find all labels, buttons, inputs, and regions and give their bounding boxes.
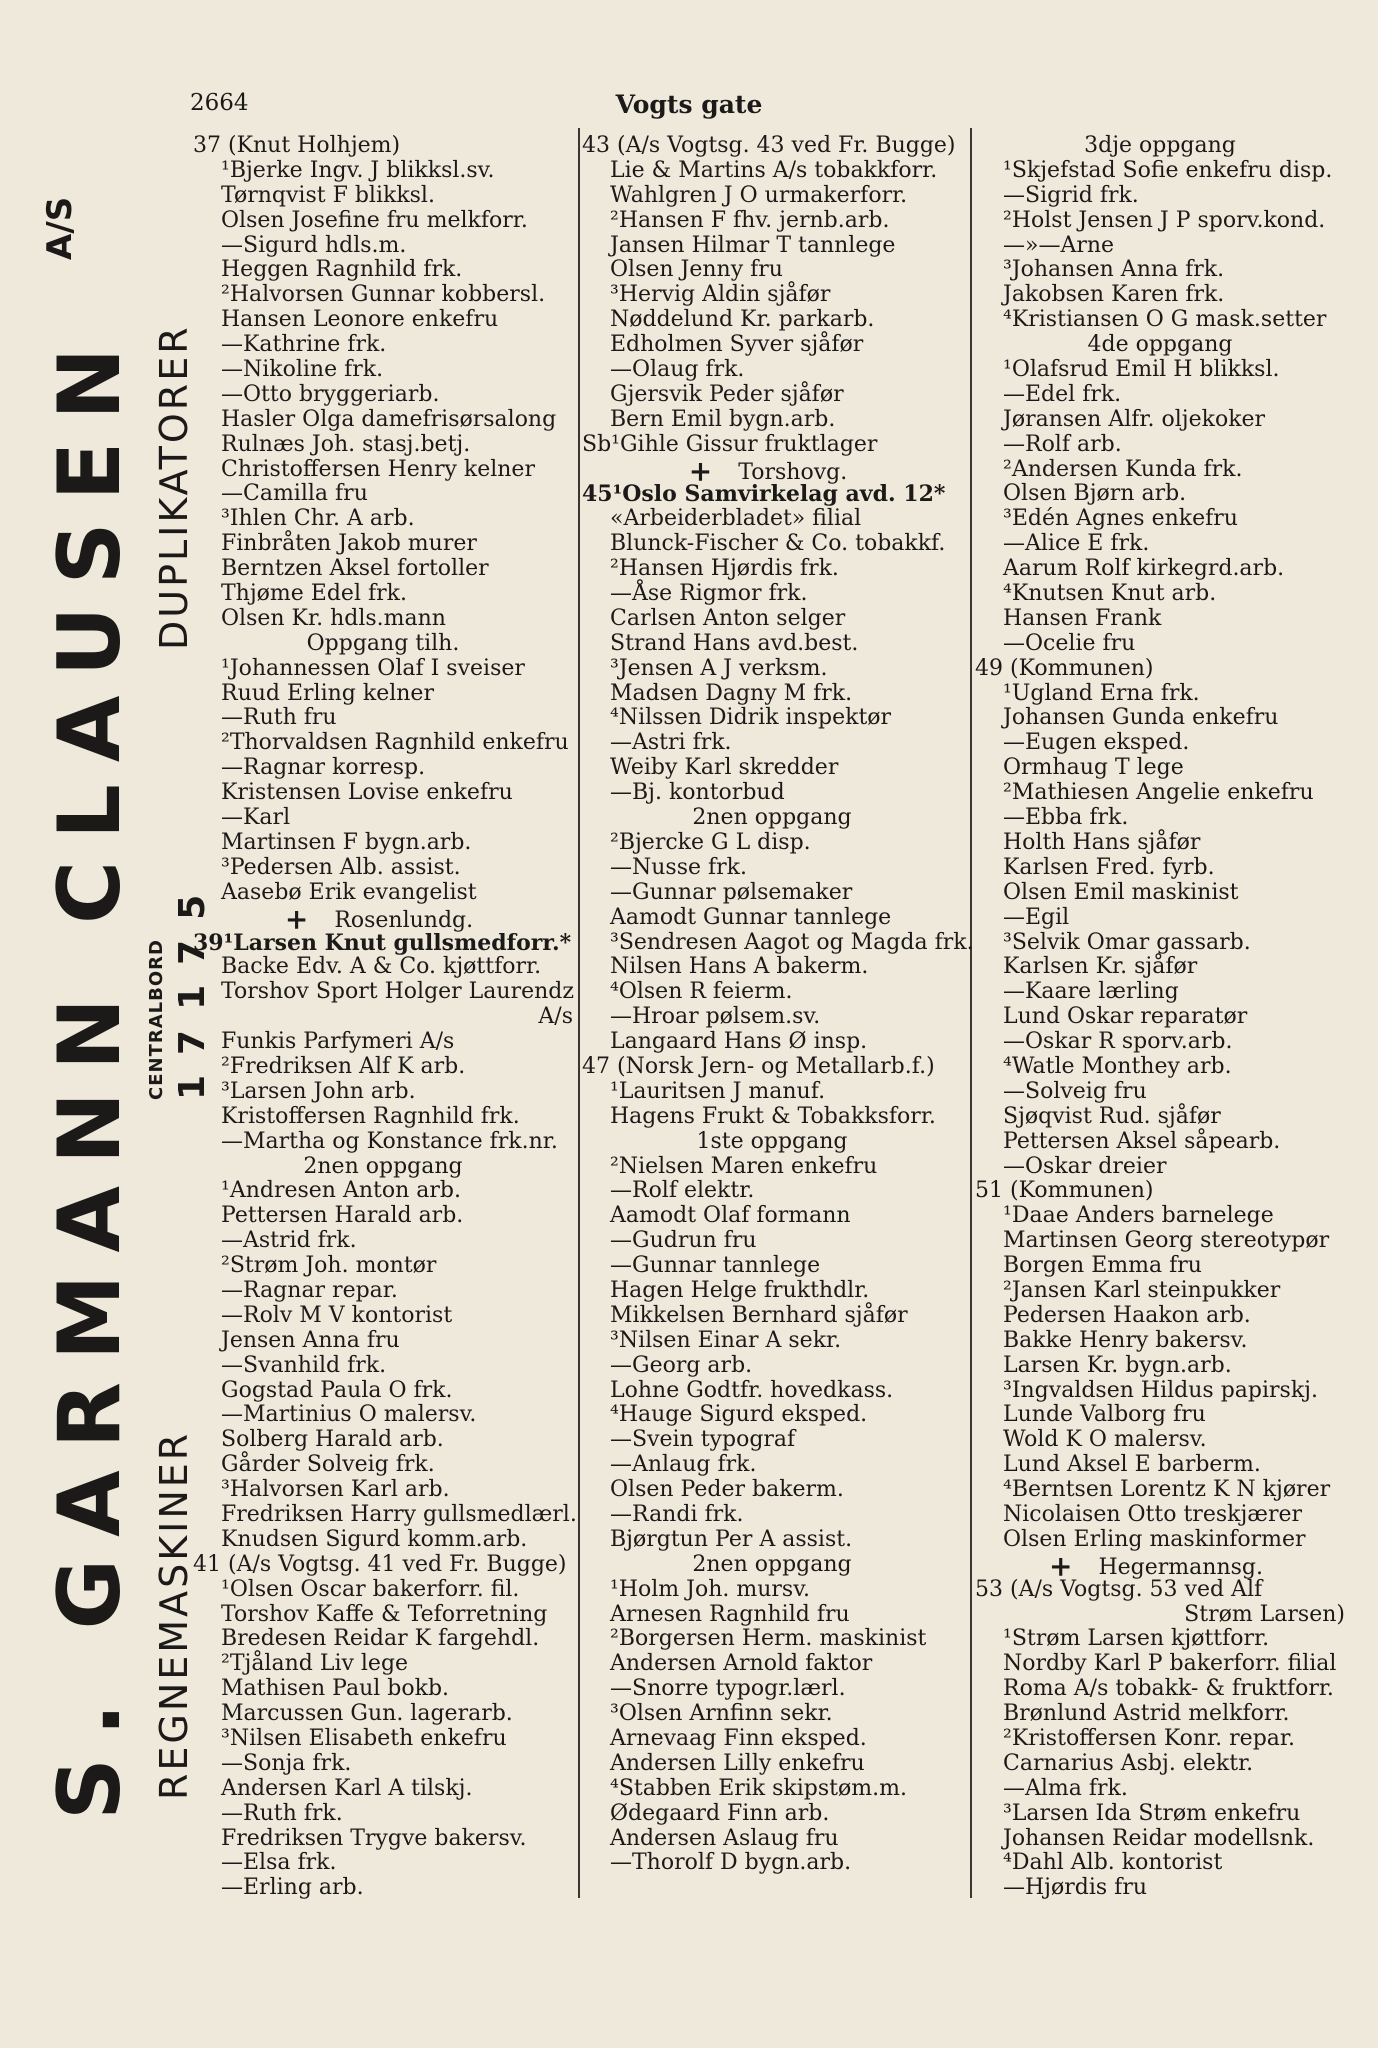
section-heading: 2nen oppgang	[303, 1153, 463, 1179]
directory-entry: ³Ihlen Chr. A arb.	[221, 506, 415, 532]
directory-entry: —Ebba frk.	[1003, 805, 1129, 831]
directory-entry: ³Olsen Arnfinn sekr.	[610, 1701, 833, 1727]
directory-entry: Johansen Reidar modellsnk.	[1003, 1825, 1315, 1851]
directory-entry: Bern Emil bygn.arb.	[610, 406, 836, 432]
directory-entry: —Rolf arb.	[1003, 431, 1122, 457]
directory-entry: Wahlgren J O urmakerforr.	[610, 182, 908, 208]
directory-entry: ⁴Watle Monthey arb.	[1003, 1053, 1232, 1079]
directory-entry: ²Bjercke G L disp.	[610, 829, 811, 855]
directory-entry: Jakobsen Karen frk.	[1003, 282, 1225, 308]
directory-entry: —Bj. kontorbud	[610, 780, 785, 806]
directory-entry: 39¹Larsen Knut gullsmedforr.*	[193, 929, 572, 956]
directory-entry: Nordby Karl P bakerforr. filial	[1003, 1651, 1337, 1677]
directory-entry: Pettersen Harald arb.	[221, 1203, 464, 1229]
directory-entry: Bjørgtun Per A assist.	[610, 1526, 853, 1552]
directory-entry: Brønlund Astrid melkforr.	[1003, 1701, 1290, 1727]
directory-entry: —Elsa frk.	[221, 1850, 337, 1876]
directory-entry: ¹Lauritsen J manuf.	[610, 1078, 826, 1104]
directory-entry: Andersen Lilly enkefru	[610, 1750, 865, 1776]
directory-entry: ³Selvik Omar gassarb.	[1003, 929, 1251, 955]
directory-entry: —Martinius O malersv.	[221, 1402, 477, 1428]
directory-entry: ³Nilsen Einar A sekr.	[610, 1327, 842, 1353]
directory-entry: ⁴Kristiansen O G mask.setter	[1003, 307, 1327, 333]
directory-entry: Christoffersen Henry kelner	[221, 456, 535, 482]
directory-entry: Olsen Erling maskinformer	[1003, 1526, 1306, 1552]
directory-entry: —Randi frk.	[610, 1501, 744, 1527]
directory-entry: Nicolaisen Otto treskjærer	[1003, 1501, 1303, 1527]
directory-entry: Madsen Dagny M frk.	[610, 680, 853, 706]
directory-entry: Kristensen Lovise enkefru	[221, 780, 513, 806]
directory-entry: —Kathrine frk.	[221, 332, 387, 358]
directory-entry: —»—Arne	[1003, 232, 1115, 258]
directory-entry: Ødegaard Finn arb.	[610, 1800, 830, 1826]
directory-entry: —Ruth frk.	[221, 1800, 343, 1826]
directory-entry: 37 (Knut Holhjem)	[193, 133, 401, 158]
directory-entry: —Thorolf D bygn.arb.	[610, 1850, 852, 1876]
directory-entry: ¹Daae Anders barnelege	[1003, 1203, 1274, 1229]
directory-entry: Carnarius Asbj. elektr.	[1003, 1750, 1254, 1776]
directory-entry: Olsen Kr. hdls.mann	[221, 605, 446, 631]
directory-entry: Gogstad Paula O frk.	[221, 1377, 453, 1403]
section-heading: 2nen oppgang	[692, 805, 852, 831]
directory-entry: ⁴Olsen R feierm.	[610, 979, 793, 1005]
directory-entry: —Rolf elektr.	[610, 1178, 755, 1204]
directory-entry: ⁴Nilssen Didrik inspektør	[610, 705, 892, 731]
column-rule-1	[578, 128, 580, 1898]
directory-entry: ²Halvorsen Gunnar kobbersl.	[221, 282, 546, 308]
directory-entry: Hagen Helge frukthdlr.	[610, 1277, 870, 1303]
directory-entry: —Sigurd hdls.m.	[221, 232, 407, 258]
directory-entry: Karlsen Kr. sjåfør	[1003, 954, 1198, 980]
directory-entry: Lund Oskar reparatør	[1003, 1004, 1248, 1030]
directory-entry: —Sonja frk.	[221, 1750, 352, 1776]
directory-entry: —Nikoline frk.	[221, 357, 384, 383]
directory-entry: Hansen Leonore enkefru	[221, 307, 499, 333]
directory-entry: —Alma frk.	[1003, 1775, 1128, 1801]
directory-entry: ²Hansen Hjørdis frk.	[610, 556, 839, 582]
directory-entry: Roma A/s tobakk- & fruktforr.	[1003, 1676, 1334, 1702]
directory-entry: «Arbeiderbladet» filial	[610, 506, 862, 532]
directory-entry: Kristoffersen Ragnhild frk.	[221, 1103, 520, 1129]
directory-entry: 53 (A/s Vogtsg. 53 ved Alf	[975, 1576, 1263, 1602]
directory-entry: —Alice E frk.	[1003, 531, 1150, 557]
directory-entry: Andersen Karl A tilskj.	[221, 1775, 473, 1801]
directory-entry: ³Pedersen Alb. assist.	[221, 854, 461, 880]
directory-entry: —Rolv M V kontorist	[221, 1302, 453, 1328]
directory-entry: Fredriksen Harry gullsmedlærl.	[221, 1501, 577, 1527]
directory-entry: Mikkelsen Bernhard sjåfør	[610, 1302, 908, 1328]
directory-entry: ¹Skjefstad Sofie enkefru disp.	[1003, 157, 1333, 183]
directory-entry: Aamodt Olaf formann	[610, 1203, 851, 1229]
directory-entry: ¹Andresen Anton arb.	[221, 1178, 461, 1204]
directory-entry: 41 (A/s Vogtsg. 41 ved Fr. Bugge)	[193, 1551, 567, 1577]
directory-entry: Olsen Jenny fru	[610, 257, 783, 283]
directory-entry: —Egil	[1003, 904, 1070, 930]
directory-entry: Wold K O malersv.	[1003, 1427, 1207, 1453]
directory-entry: Marcussen Gun. lagerarb.	[221, 1701, 513, 1727]
directory-entry: —Gunnar tannlege	[610, 1253, 821, 1279]
directory-entry: ²Jansen Karl steinpukker	[1003, 1277, 1281, 1303]
directory-entry: ¹Bjerke Ingv. J blikksl.sv.	[221, 157, 495, 183]
directory-entry: Olsen Emil maskinist	[1003, 879, 1239, 905]
directory-entry: ²Tjåland Liv lege	[221, 1651, 409, 1677]
section-heading: 4de oppgang	[1087, 332, 1233, 358]
directory-entry: ¹Olafsrud Emil H blikksl.	[1003, 357, 1280, 383]
ad-phone-label: CENTRALBORD	[146, 939, 167, 1100]
directory-entry: ⁴Dahl Alb. kontorist	[1003, 1850, 1223, 1876]
directory-entry: —Georg arb.	[610, 1352, 753, 1378]
directory-entry: Ormhaug T lege	[1003, 755, 1184, 781]
directory-entry: Sb¹Gihle Gissur fruktlager	[582, 431, 878, 457]
ad-phone-number: 17175	[172, 874, 213, 1100]
directory-entry: Martinsen Georg stereotypør	[1003, 1228, 1330, 1254]
directory-entry: 49 (Kommunen)	[975, 655, 1154, 681]
directory-entry: Carlsen Anton selger	[610, 605, 846, 631]
directory-entry: Nilsen Hans A bakerm.	[610, 954, 869, 980]
directory-entry: —Ocelie fru	[1003, 630, 1136, 656]
column-rule-2	[970, 128, 972, 1898]
directory-entry: —Erling arb.	[221, 1875, 364, 1901]
advertisement-sidebar	[40, 196, 213, 1820]
directory-entry: 47 (Norsk Jern- og Metallarb.f.)	[582, 1053, 935, 1079]
directory-entry: —Oskar R sporv.arb.	[1003, 1029, 1233, 1055]
directory-entry: Rulnæs Joh. stasj.betj.	[221, 431, 471, 457]
directory-entry: —Karl	[221, 805, 291, 831]
directory-entry: —Olaug frk.	[610, 357, 745, 383]
directory-column-1	[193, 133, 577, 1901]
directory-entry: Langaard Hans Ø insp.	[610, 1029, 868, 1055]
directory-entry: Strand Hans avd.best.	[610, 630, 859, 656]
directory-entry: —Astri frk.	[610, 730, 732, 756]
directory-entry: Heggen Ragnhild frk.	[221, 257, 463, 283]
directory-entry: Jansen Hilmar T tannlege	[610, 232, 896, 258]
directory-entry: Bakke Henry bakersv.	[1003, 1327, 1248, 1353]
directory-entry: Johansen Gunda enkefru	[1003, 705, 1279, 731]
directory-entry: Lund Aksel E barberm.	[1003, 1452, 1261, 1478]
directory-entry: 43 (A/s Vogtsg. 43 ved Fr. Bugge)	[582, 133, 956, 158]
directory-entry: —Otto bryggeriarb.	[221, 381, 440, 407]
directory-entry: Fredriksen Trygve bakersv.	[221, 1825, 527, 1851]
directory-entry: —Snorre typogr.lærl.	[610, 1676, 846, 1702]
directory-entry: ⁴Knutsen Knut arb.	[1003, 581, 1217, 607]
directory-entry: Jøransen Alfr. oljekoker	[1003, 406, 1266, 432]
directory-entry: Nøddelund Kr. parkarb.	[610, 307, 875, 333]
directory-entry: Gjersvik Peder sjåfør	[610, 381, 844, 407]
directory-entry: Bredesen Reidar K fargehdl.	[221, 1626, 540, 1652]
directory-entry: ⁴Berntsen Lorentz K N kjører	[1003, 1477, 1331, 1503]
directory-entry: —Gunnar pølsemaker	[610, 879, 853, 905]
directory-entry: Backe Edv. A & Co. kjøttforr.	[221, 954, 542, 980]
directory-entry: —Hroar pølsem.sv.	[610, 1004, 821, 1030]
ad-company-name: S. GARMANN CLAUSEN	[40, 325, 140, 1820]
directory-entry: —Åse Rigmor frk.	[610, 581, 808, 607]
directory-entry: Blunck-Fischer & Co. tobakkf.	[610, 531, 946, 557]
directory-entry: Olsen Peder bakerm.	[610, 1477, 844, 1503]
directory-entry: Hagens Frukt & Tobakksforr.	[610, 1103, 936, 1129]
directory-entry: ²Borgersen Herm. maskinist	[610, 1626, 927, 1652]
directory-entry: —Ragnar repar.	[221, 1277, 398, 1303]
directory-entry: ²Strøm Joh. montør	[221, 1253, 437, 1279]
directory-entry: —Svanhild frk.	[221, 1352, 387, 1378]
directory-entry: ³Hervig Aldin sjåfør	[610, 282, 831, 308]
directory-entry: ²Fredriksen Alf K arb.	[221, 1053, 466, 1079]
directory-entry: —Kaare lærling	[1003, 979, 1179, 1005]
directory-entry: Andersen Arnold faktor	[610, 1651, 873, 1677]
directory-entry: Holth Hans sjåfør	[1003, 829, 1201, 855]
directory-entry: ³Sendresen Aagot og Magda frk.	[610, 929, 974, 955]
directory-entry: A/s	[538, 1004, 573, 1030]
directory-entry: Finbråten Jakob murer	[221, 531, 477, 557]
directory-entry: 45¹Oslo Samvirkelag avd. 12*	[582, 481, 946, 508]
directory-entry: Aarum Rolf kirkegrd.arb.	[1003, 556, 1285, 582]
ad-line-duplikatorer: DUPLIKATORER	[152, 324, 196, 650]
directory-entry: ⁴Hauge Sigurd eksped.	[610, 1402, 868, 1428]
directory-entry: Andersen Aslaug fru	[610, 1825, 839, 1851]
directory-entry: ³Jensen A J verksm.	[610, 655, 828, 681]
directory-entry: —Solveig fru	[1003, 1078, 1147, 1104]
directory-column-3	[975, 134, 1345, 1901]
directory-entry: Torshov Sport Holger Laurendz	[221, 979, 574, 1005]
directory-entry: Larsen Kr. bygn.arb.	[1003, 1352, 1232, 1378]
directory-entry: —Hjørdis fru	[1003, 1875, 1147, 1901]
directory-entry: Berntzen Aksel fortoller	[221, 556, 489, 582]
directory-entry: ²Thorvaldsen Ragnhild enkefru	[221, 730, 569, 756]
directory-entry: Torshov Kaffe & Teforretning	[221, 1601, 548, 1627]
directory-entry: —Anlaug frk.	[610, 1452, 757, 1478]
directory-entry: ³Halvorsen Karl arb.	[221, 1477, 450, 1503]
directory-entry: —Gudrun fru	[610, 1228, 757, 1254]
directory-entry: —Svein typograf	[610, 1427, 796, 1453]
directory-entry: ³Larsen Ida Strøm enkefru	[1003, 1800, 1301, 1826]
directory-entry: —Martha og Konstance frk.nr.	[221, 1128, 558, 1154]
directory-entry: 51 (Kommunen)	[975, 1178, 1154, 1204]
section-heading: Oppgang tilh.	[306, 630, 460, 656]
directory-entry: Arnevaag Finn eksped.	[610, 1726, 867, 1751]
directory-entry: Strøm Larsen)	[1184, 1601, 1345, 1627]
directory-entry: ²Andersen Kunda frk.	[1003, 456, 1243, 482]
directory-entry: ³Ingvaldsen Hildus papirskj.	[1003, 1377, 1318, 1403]
directory-entry: —Camilla fru	[221, 481, 368, 507]
directory-entry: Olsen Josefine fru melkforr.	[221, 207, 528, 233]
directory-entry: Edholmen Syver sjåfør	[610, 332, 864, 358]
directory-entry: Solberg Harald arb.	[221, 1427, 444, 1453]
directory-entry: Lie & Martins A/s tobakkforr.	[610, 157, 938, 183]
directory-entry: ²Mathiesen Angelie enkefru	[1003, 780, 1314, 806]
directory-entry: Knudsen Sigurd komm.arb.	[221, 1526, 528, 1552]
directory-entry: Funkis Parfymeri A/s	[221, 1029, 455, 1055]
section-heading: 1ste oppgang	[696, 1128, 848, 1154]
directory-entry: —Ragnar korresp.	[221, 755, 426, 781]
directory-entry: ³Edén Agnes enkefru	[1003, 506, 1238, 532]
directory-entry: ¹Strøm Larsen kjøttforr.	[1003, 1626, 1270, 1652]
cross-street: + Torshovg.	[582, 458, 962, 483]
directory-column-2	[582, 133, 974, 1876]
section-heading: 3dje oppgang	[1084, 133, 1236, 158]
directory-entry: Sjøqvist Rud. sjåfør	[1003, 1103, 1221, 1129]
directory-entry: ³Larsen John arb.	[221, 1078, 416, 1104]
directory-entry: —Eugen eksped.	[1003, 730, 1190, 756]
directory-entry: ²Hansen F fhv. jernb.arb.	[610, 207, 890, 233]
directory-entry: ⁴Stabben Erik skipstøm.m.	[610, 1775, 907, 1801]
directory-entry: Arnesen Ragnhild fru	[610, 1601, 850, 1627]
directory-entry: Aasebø Erik evangelist	[221, 879, 477, 905]
page-title: Vogts gate	[615, 90, 763, 119]
directory-entry: Aamodt Gunnar tannlege	[610, 904, 892, 930]
directory-entry: Jensen Anna fru	[221, 1327, 400, 1353]
directory-entry: —Nusse frk.	[610, 854, 747, 880]
directory-entry: ²Holst Jensen J P sporv.kond.	[1003, 207, 1326, 233]
directory-entry: ³Nilsen Elisabeth enkefru	[221, 1726, 507, 1751]
directory-entry: Thjøme Edel frk.	[221, 581, 407, 607]
directory-entry: Mathisen Paul bokb.	[221, 1676, 450, 1702]
directory-entry: —Sigrid frk.	[1003, 182, 1139, 208]
directory-entry: Karlsen Fred. fyrb.	[1003, 854, 1215, 880]
ad-company-suffix: A/S	[40, 196, 80, 260]
directory-entry: Weiby Karl skredder	[610, 755, 839, 781]
page-number: 2664	[190, 90, 249, 116]
directory-entry: —Edel frk.	[1003, 381, 1122, 407]
directory-entry: —Astrid frk.	[221, 1228, 357, 1254]
directory-entry: ²Kristoffersen Konr. repar.	[1003, 1726, 1295, 1751]
cross-street: + Rosenlundg.	[193, 906, 573, 931]
directory-entry: —Oskar dreier	[1003, 1153, 1167, 1179]
directory-entry: Hasler Olga damefrisørsalong	[221, 406, 557, 432]
directory-entry: Hansen Frank	[1003, 605, 1162, 631]
directory-entry: ²Nielsen Maren enkefru	[610, 1153, 878, 1179]
directory-entry: ³Johansen Anna frk.	[1003, 257, 1225, 283]
directory-entry: Lunde Valborg fru	[1003, 1402, 1206, 1428]
directory-entry: ¹Ugland Erna frk.	[1003, 680, 1200, 706]
directory-entry: Gårder Solveig frk.	[221, 1452, 435, 1478]
directory-entry: Lohne Godtfr. hovedkass.	[610, 1377, 894, 1403]
directory-entry: ¹Johannessen Olaf I sveiser	[221, 655, 525, 681]
directory-entry: Martinsen F bygn.arb.	[221, 829, 472, 855]
cross-street: + Hegermannsg.	[975, 1553, 1345, 1578]
section-heading: 2nen oppgang	[692, 1551, 852, 1577]
directory-entry: Tørnqvist F blikksl.	[221, 182, 435, 208]
directory-entry: ¹Olsen Oscar bakerforr. fil.	[221, 1576, 520, 1602]
directory-entry: —Ruth fru	[221, 705, 337, 731]
directory-entry: Borgen Emma fru	[1003, 1253, 1202, 1279]
directory-entry: ¹Holm Joh. mursv.	[610, 1576, 811, 1602]
ad-line-regnemaskiner: REGNEMASKINER	[152, 1430, 196, 1800]
directory-entry: Pedersen Haakon arb.	[1003, 1302, 1251, 1328]
directory-entry: Olsen Bjørn arb.	[1003, 481, 1187, 507]
directory-entry: Ruud Erling kelner	[221, 680, 434, 706]
directory-entry: Pettersen Aksel såpearb.	[1003, 1128, 1281, 1154]
